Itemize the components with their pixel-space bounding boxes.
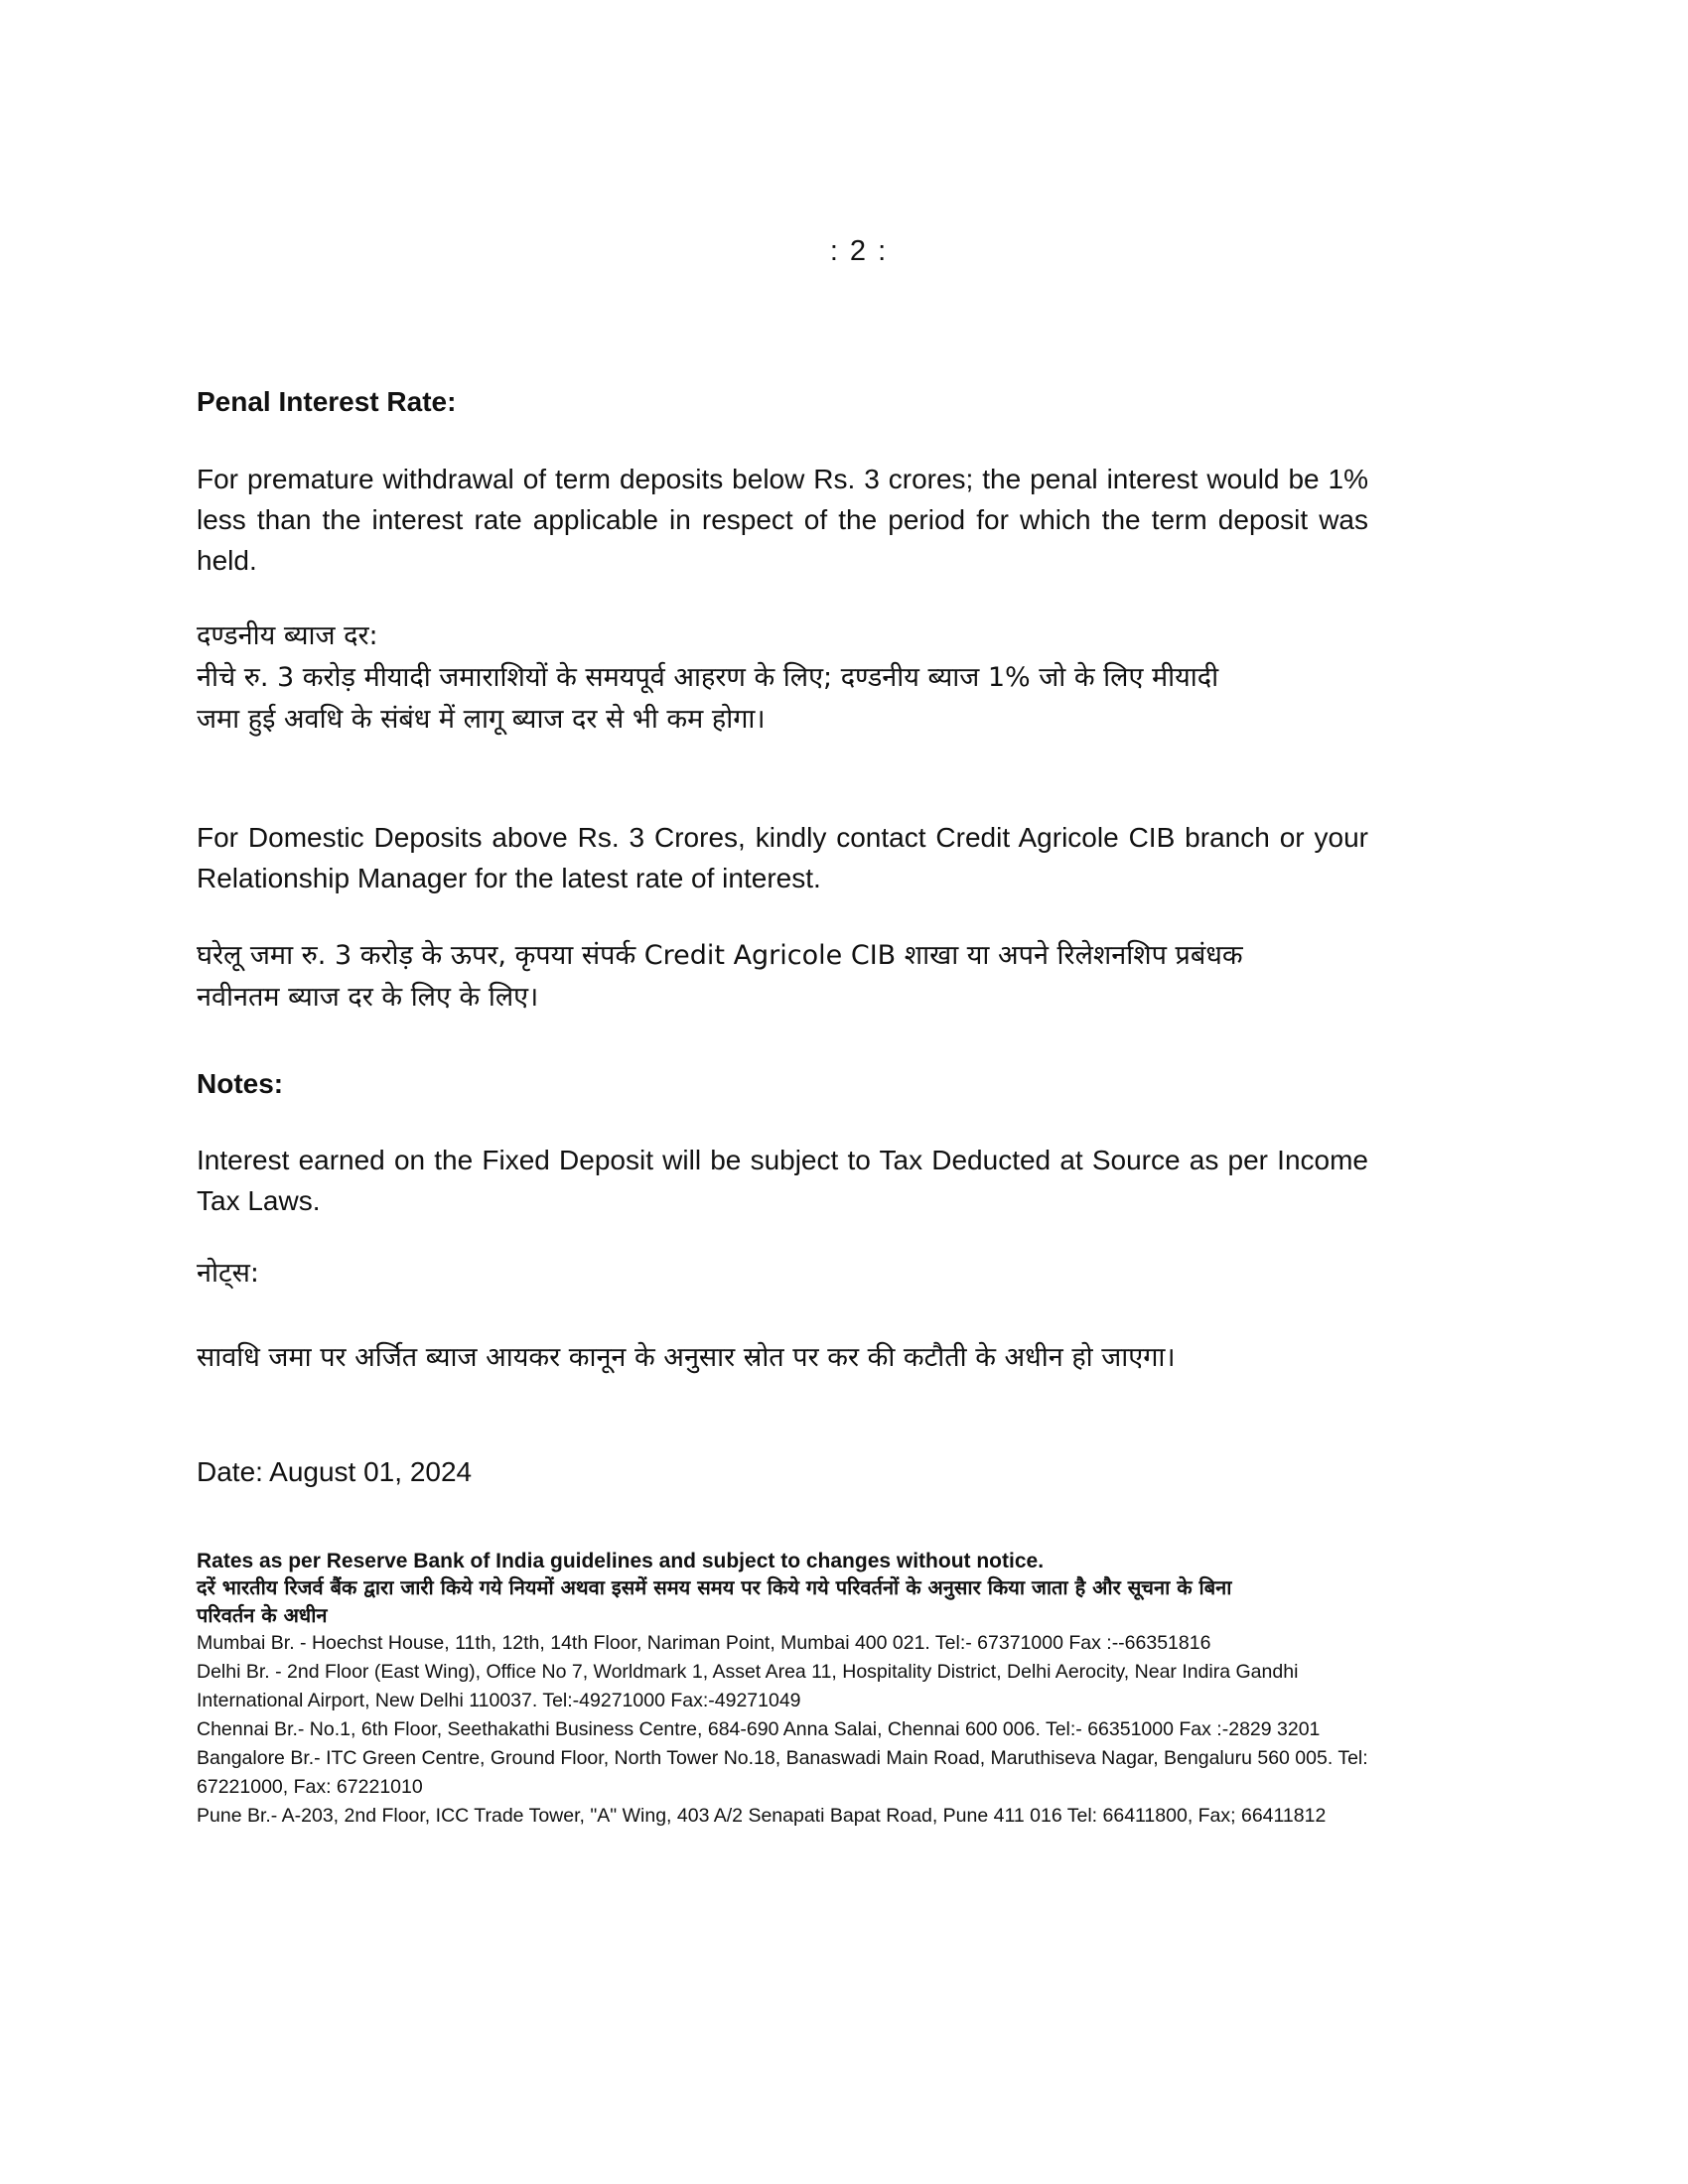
penal-interest-heading: Penal Interest Rate: (197, 386, 457, 417)
branch-address-pune: Pune Br.- A-203, 2nd Floor, ICC Trade Tower, "A" Wing, 403 A/2 Senapati Bapat Road, Pune 411 016 Tel: 66411800, Fax; 66411812 (197, 1805, 1327, 1827)
branch-address-bangalore: Bangalore Br.- ITC Green Centre, Ground Floor, North Tower No.18, Banaswadi Main Road, Maruthiseva Nagar, Bengaluru 560 005. Tel: (197, 1747, 1368, 1769)
branch-address-chennai: Chennai Br.- No.1, 6th Floor, Seethakathi Business Centre, 684-690 Anna Salai, Chennai 600 006. Tel:- 66351000 Fax :-2829 3201 (197, 1718, 1321, 1740)
domestic-deposits-hindi-block (197, 935, 1368, 1019)
notes-text-hi: सावधि जमा पर अर्जित ब्याज आयकर कानून के अनुसार स्रोत पर कर की कटौती के अधीन हो जाएगा। (197, 1342, 1176, 1373)
footer (197, 1549, 1507, 1831)
notes-heading: Notes: (197, 1068, 284, 1099)
penal-interest-text-hi-line: नीचे रु. 3 करोड़ मीयादी जमाराशियों के समयपूर्व आहरण के लिए; दण्डनीय ब्याज 1% जो के लिए मीयादी (197, 662, 1219, 693)
footer-disclaimer-hi-line: परिवर्तन के अधीन (197, 1603, 328, 1627)
footer-disclaimer-en: Rates as per Reserve Bank of India guidelines and subject to changes without notice. (197, 1550, 1045, 1572)
domestic-deposits-text-hi-line: घरेलू जमा रु. 3 करोड़ के ऊपर, कृपया संपर्क Credit Agricole CIB शाखा या अपने रिलेशनशिप प्रबंधक (197, 940, 1243, 971)
branch-address-bangalore-cont: 67221000, Fax: 67221010 (197, 1776, 423, 1798)
page-number: : 2 : (829, 235, 889, 267)
document-date: Date: August 01, 2024 (197, 1456, 473, 1487)
penal-interest-hindi-block (197, 615, 1368, 741)
branch-address-mumbai: Mumbai Br. - Hoechst House, 11th, 12th, 14th Floor, Nariman Point, Mumbai 400 021. Tel:- 67371000 Fax :--66351816 (197, 1632, 1211, 1654)
notes-text-en: Interest earned on the Fixed Deposit will be subject to Tax Deducted at Source as per Income Tax Laws. (197, 1145, 1368, 1216)
penal-interest-heading-hi: दण्डनीय ब्याज दर: (197, 620, 378, 651)
branch-address-delhi: Delhi Br. - 2nd Floor (East Wing), Office No 7, Worldmark 1, Asset Area 11, Hospitality District, Delhi Aerocity, Near Indira Gandhi (197, 1661, 1299, 1683)
domestic-deposits-text-en: For Domestic Deposits above Rs. 3 Crores, kindly contact Credit Agricole CIB branch or your Relationship Manager for the latest rate of interest. (197, 822, 1368, 893)
branch-address-delhi-cont: International Airport, New Delhi 110037. Tel:-49271000 Fax:-49271049 (197, 1690, 801, 1711)
penal-interest-text-hi-line: जमा हुई अवधि के संबंध में लागू ब्याज दर से भी कम होगा। (197, 704, 766, 735)
notes-heading-hi: नोट्स: (197, 1258, 259, 1289)
penal-interest-text-en: For premature withdrawal of term deposits below Rs. 3 crores; the penal interest would be 1% less than the interest rate applicable in respect of the period for which the term deposit was held. (197, 464, 1368, 576)
domestic-deposits-text-hi-line: नवीनतम ब्याज दर के लिए के लिए। (197, 982, 539, 1013)
footer-disclaimer-hi-line: दरें भारतीय रिजर्व बैंक द्वारा जारी किये गये नियमों अथवा इसमें समय समय पर किये गये परिवर्तनों के अनुसार किया जाता है और सूचना के बिना (197, 1575, 1232, 1599)
